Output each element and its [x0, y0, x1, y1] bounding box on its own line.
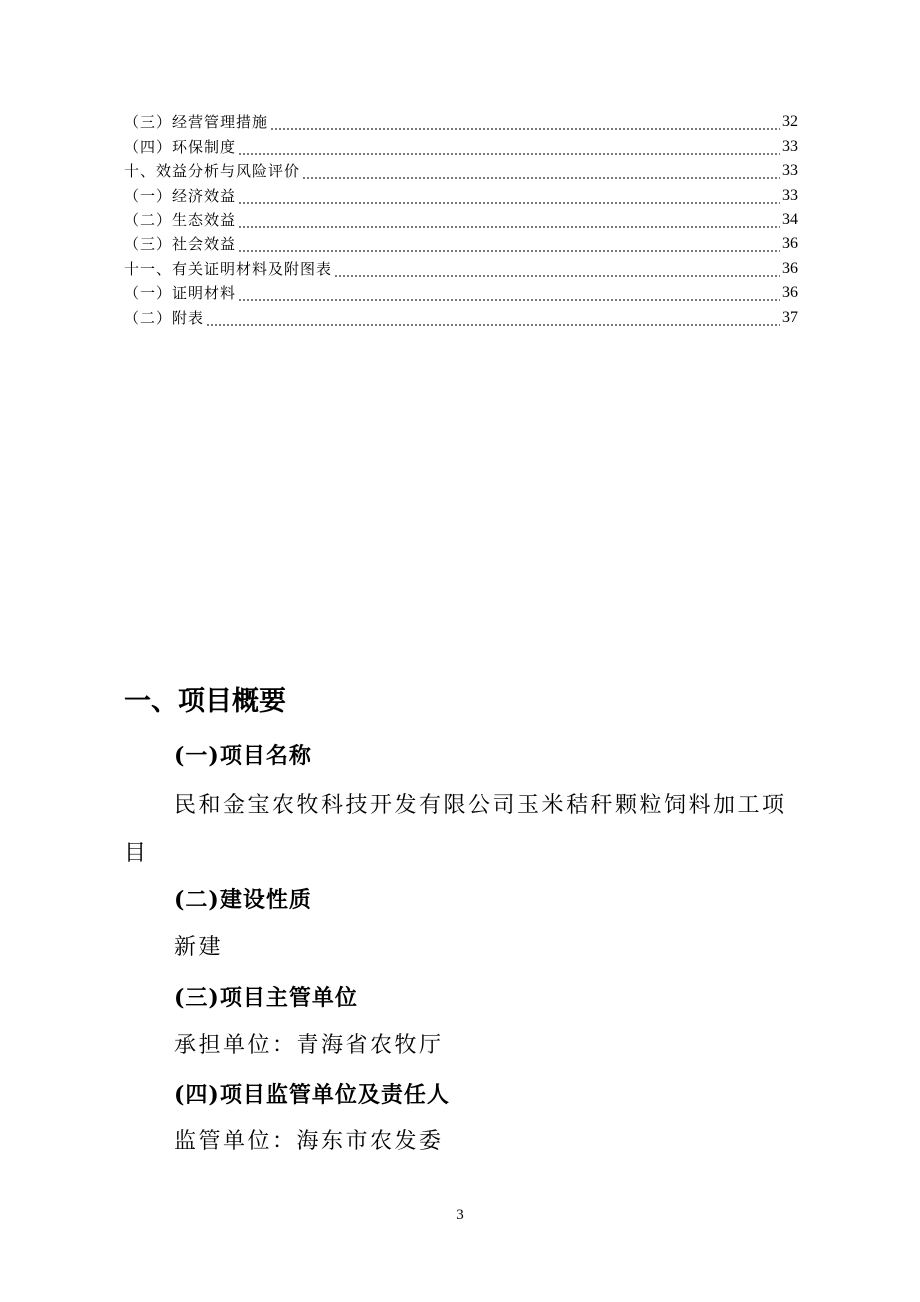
toc-dot-leader — [238, 210, 780, 230]
toc-entry[interactable] — [124, 108, 798, 132]
toc-entry-title: （二）生态效益 — [124, 210, 237, 229]
toc-entry-title: 十一、有关证明材料及附图表 — [124, 259, 333, 278]
toc-entry[interactable] — [124, 230, 798, 254]
toc-entry[interactable] — [124, 279, 798, 303]
toc-entry-title: （一）证明材料 — [124, 284, 237, 303]
subsection-heading-construction-nature: (二)建设性质 — [174, 887, 312, 913]
toc-dot-leader — [206, 308, 780, 328]
toc-entry-title: （二）附表 — [124, 308, 205, 327]
toc-entry-page: 33 — [782, 162, 798, 180]
toc-dot-leader — [238, 283, 780, 303]
monitoring-unit-text: 监管单位：海东市农发委 — [174, 1129, 444, 1154]
toc-entry-page: 32 — [782, 113, 798, 131]
toc-entry[interactable] — [124, 181, 798, 205]
toc-dot-leader — [302, 161, 780, 181]
toc-entry-page: 33 — [782, 186, 798, 204]
toc-entry-page: 33 — [782, 137, 798, 155]
toc-entry[interactable] — [124, 254, 798, 278]
toc-entry-page: 36 — [782, 259, 798, 277]
toc-dot-leader — [238, 137, 780, 157]
toc-entry-page: 37 — [782, 308, 798, 326]
toc-entry[interactable] — [124, 303, 798, 327]
table-of-contents — [124, 108, 798, 328]
project-name-text: 民和金宝农牧科技开发有限公司玉米秸秆颗粒饲料加工项目 — [124, 793, 787, 866]
subsection-heading-supervising-unit: (三)项目主管单位 — [174, 985, 358, 1011]
toc-entry[interactable] — [124, 206, 798, 230]
toc-dot-leader — [270, 112, 780, 132]
toc-entry-title: （一）经济效益 — [124, 186, 237, 205]
section-heading: 一、项目概要 — [124, 686, 286, 717]
toc-entry-page: 36 — [782, 235, 798, 253]
toc-entry-title: （四）环保制度 — [124, 137, 237, 156]
toc-entry[interactable] — [124, 132, 798, 156]
subsection-heading-project-name: (一)项目名称 — [174, 743, 312, 769]
toc-dot-leader — [238, 186, 780, 206]
toc-entry[interactable] — [124, 157, 798, 181]
supervising-unit-text: 承担单位：青海省农牧厅 — [174, 1033, 444, 1058]
toc-entry-page: 34 — [782, 210, 798, 228]
toc-entry-title: 十、效益分析与风险评价 — [124, 162, 301, 181]
subsection-heading-monitoring-unit: (四)项目监管单位及责任人 — [174, 1082, 450, 1108]
construction-nature-text: 新建 — [174, 935, 224, 960]
toc-entry-title: （三）经营管理措施 — [124, 113, 269, 132]
toc-entry-title: （三）社会效益 — [124, 235, 237, 254]
toc-entry-page: 36 — [782, 284, 798, 302]
toc-dot-leader — [334, 259, 780, 279]
page-number: 3 — [456, 1207, 464, 1223]
toc-dot-leader — [238, 234, 780, 254]
